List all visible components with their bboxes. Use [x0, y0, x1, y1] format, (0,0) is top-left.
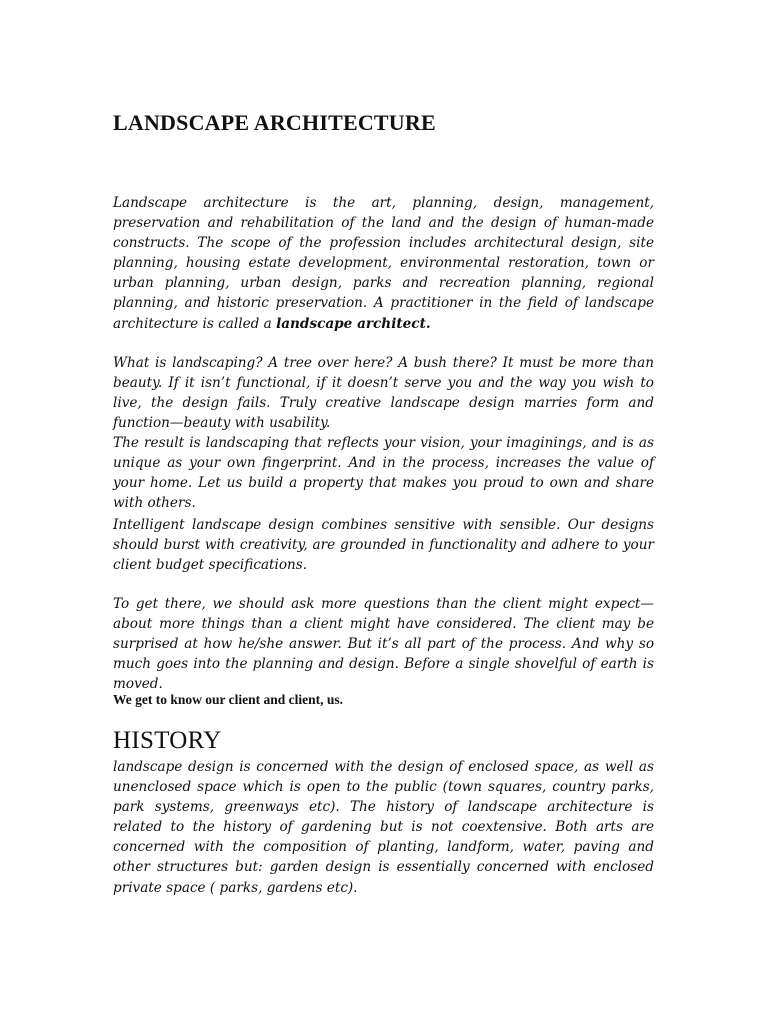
history-heading: HISTORY	[113, 727, 222, 754]
intro-text: Landscape architecture is the art, planning, design, management, preservation and rehabilitation of the land and the design of human-made constructs. The scope of the profession includes architectural design, site planning, housing estate development, environmental restoration, town or urban planning, urban design, parks and recreation planning, regional planning, and historic preservation. A practitioner in the field of landscape architecture is called a	[113, 195, 654, 332]
what-is-landscaping-paragraph: What is landscaping? A tree over here? A bush there? It must be more than beauty. If it isn’t functional, if it doesn’t serve you and the way you wish to live, the design fails. Truly creative landscape design marries form and function—beauty with usability.	[113, 355, 654, 432]
landscape-architect-term: landscape architect.	[276, 315, 431, 332]
intro-paragraph	[113, 193, 654, 334]
document-title: LANDSCAPE ARCHITECTURE	[113, 110, 436, 135]
closing-emphasis: We get to know our client and client, us.	[113, 692, 344, 707]
result-paragraph: The result is landscaping that reflects your vision, your imaginings, and is as unique as your own fingerprint. And in the process, increases the value of your home. Let us build a property that makes you proud to own and share with others.	[113, 435, 654, 512]
history-paragraph: landscape design is concerned with the design of enclosed space, as well as unenclosed space which is open to the public (town squares, country parks, park systems, greenways etc). The history of landscape architecture is related to the history of gardening but is not coextensive. Both arts are concerned with the composition of planting, landform, water, paving and other structures but: garden design is essentially concerned with enclosed private space ( parks, gardens etc).	[113, 759, 654, 896]
get-there-paragraph: To get there, we should ask more questions than the client might expect—about more things than a client might have considered. The client may be surprised at how he/she answer. But it’s all part of the process. And why so much goes into the planning and design. Before a single shovelful of earth is moved.	[113, 596, 654, 693]
intelligent-design-paragraph: Intelligent landscape design combines sensitive with sensible. Our designs should burst with creativity, are grounded in functionality and adhere to your client budget specifications.	[113, 517, 654, 574]
